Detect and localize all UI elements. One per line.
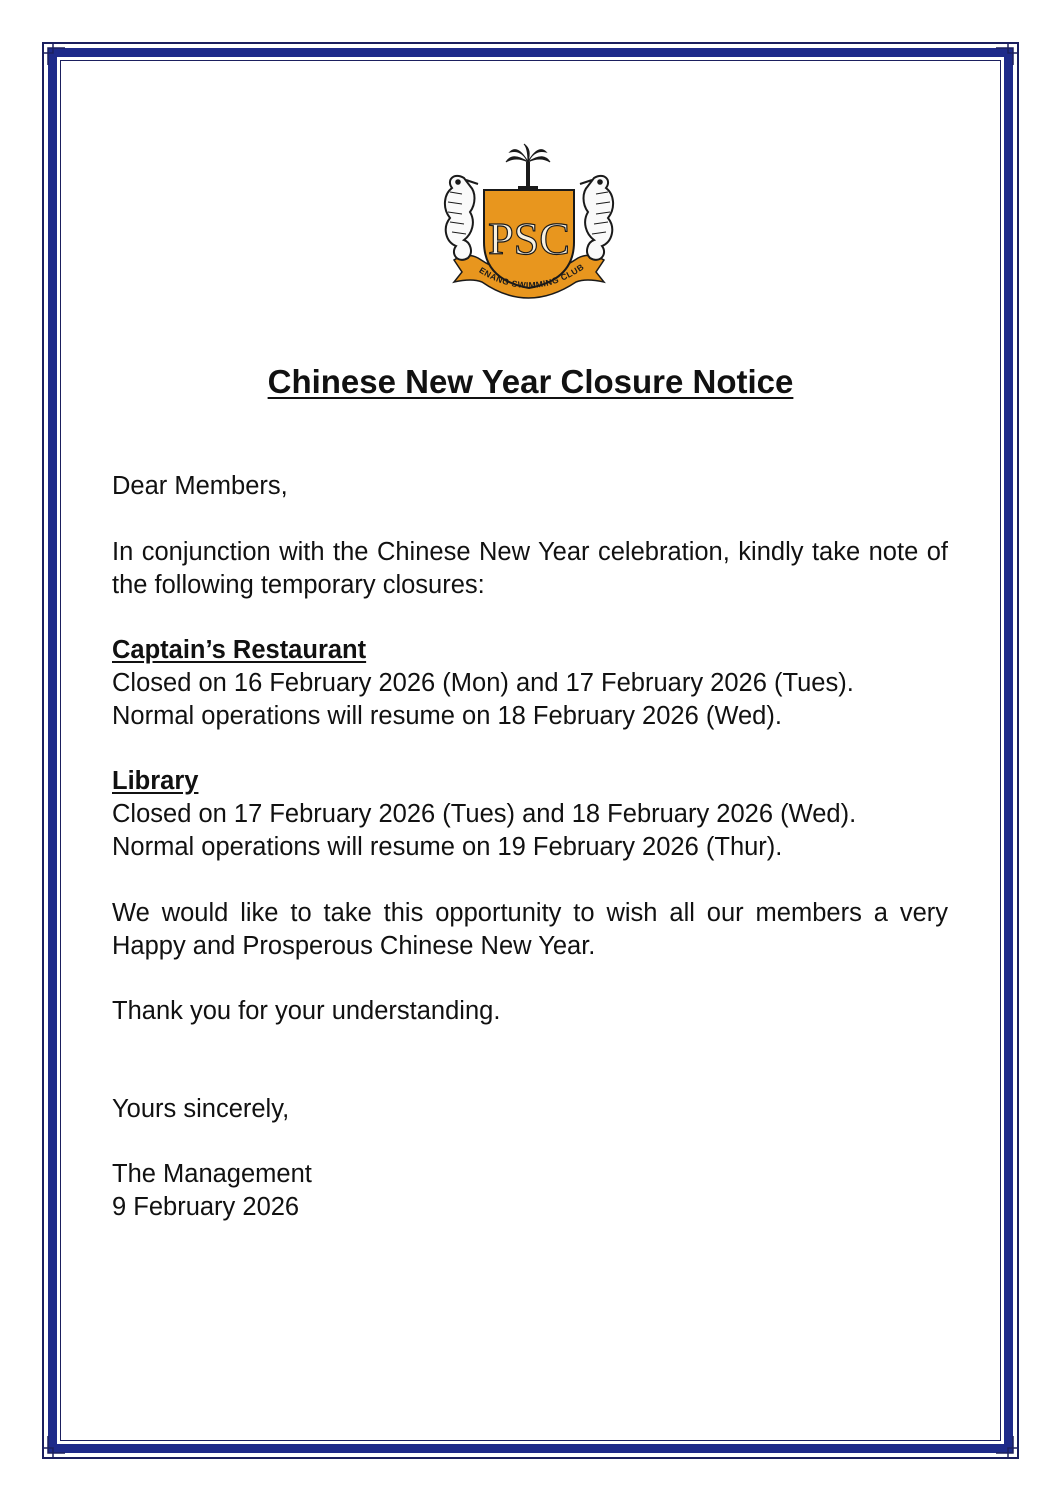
corner-ornament-bottom-right (994, 1434, 1020, 1460)
section-library (112, 765, 948, 864)
crest-monogram: PSC (488, 213, 570, 264)
signature-block (112, 1158, 948, 1224)
section-line: Normal operations will resume on 19 February 2026 (Thur). (112, 833, 783, 861)
notice-date: 9 February 2026 (112, 1193, 300, 1221)
seahorse-icon-right (580, 176, 613, 260)
crest-banner-text: ENANG SWIMMING CLUB (477, 261, 586, 291)
intro-text: In conjunction with the Chinese New Year celebration, kindly take note of the following temporary closures: (112, 538, 948, 599)
corner-ornament-top-left (41, 41, 67, 67)
signatory: The Management (112, 1160, 312, 1188)
greeting: Dear Members, (112, 472, 288, 500)
intro-paragraph (112, 536, 948, 602)
notice-title: Chinese New Year Closure Notice (267, 363, 794, 400)
palm-tree-icon (506, 144, 550, 190)
corner-ornament-top-right (994, 41, 1020, 67)
section-heading: Captain’s Restaurant (112, 636, 367, 664)
thanks-line: Thank you for your understanding. (112, 997, 501, 1025)
section-line: Closed on 16 February 2026 (Mon) and 17 February 2026 (Tues). (112, 669, 854, 697)
section-captains-restaurant (112, 634, 948, 733)
closing-line: Yours sincerely, (112, 1095, 290, 1123)
wishes-paragraph: We would like to take this opportunity to wish all our members a very Happy and Prosperous Chinese New Year. (112, 899, 948, 960)
corner-ornament-bottom-left (41, 1434, 67, 1460)
seahorse-icon-left (445, 176, 478, 260)
section-line: Normal operations will resume on 18 February 2026 (Wed). (112, 702, 782, 730)
section-line: Closed on 17 February 2026 (Tues) and 18 February 2026 (Wed). (112, 800, 857, 828)
section-heading: Library (112, 767, 199, 795)
club-crest-logo (436, 142, 622, 318)
